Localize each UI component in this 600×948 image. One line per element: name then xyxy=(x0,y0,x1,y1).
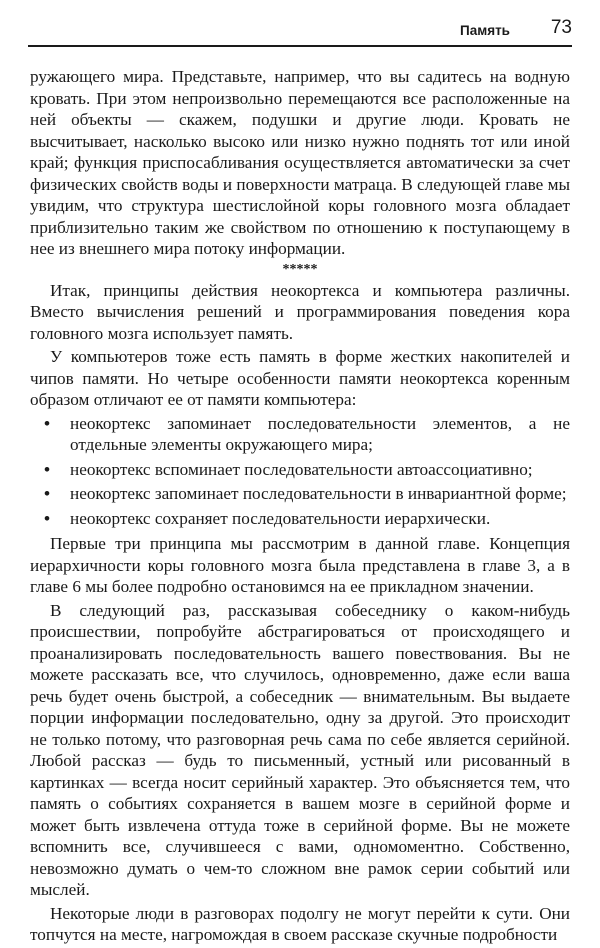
paragraph: Первые три принципа мы рассмотрим в данной главе. Концепция иерархичности коры головного мозга была представлена в главе 3, а в главе 6 мы более подробно остановимся на ее прикладном значении. xyxy=(30,534,570,596)
running-header-title: Память xyxy=(460,23,510,38)
list-item-text: неокортекс запоминает последовательности элементов, а не отдельные элементы окружающего мира; xyxy=(70,413,570,454)
page-body xyxy=(30,66,570,948)
list-item xyxy=(30,508,570,530)
list-item-text: неокортекс вспоминает последовательности автоассоциативно; xyxy=(70,459,533,479)
bullet-icon: • xyxy=(44,508,51,528)
bullet-icon: • xyxy=(44,484,51,503)
paragraph: Итак, принципы действия неокортекса и компьютера различны. Вместо вычисления решений и программирования поведения кора головного мозга использует память. xyxy=(30,280,570,343)
section-separator: ***** xyxy=(282,261,318,277)
list-item xyxy=(30,483,570,505)
paragraph: ружающего мира. Представьте, например, что вы садитесь на водную кровать. При этом непроизвольно перемещаются все расположенные на ней объекты — скажем, подушки и другие люди. Кровать не высчитывает, насколько высоко или низко нужно поднять тот или иной край; функция приспосабливания осуществляется автоматически за счет физических свойств воды и поверхности матраца. В следующей главе мы увидим, что структура шестислойной коры головного мозга обладает приблизительно таким же свойством по отношению к поступающему в нее из внешнего мира потоку информации. xyxy=(30,67,570,258)
list-item xyxy=(30,459,570,481)
header-rule xyxy=(28,45,572,47)
running-header xyxy=(28,14,572,42)
bullet-icon: • xyxy=(44,413,51,433)
list-item xyxy=(30,413,570,456)
page-number: 73 xyxy=(550,17,572,38)
list-item-text: неокортекс запоминает последовательности в инвариантной форме; xyxy=(70,484,567,503)
bullet-list xyxy=(30,413,570,530)
paragraph: В следующий раз, рассказывая собеседнику о каком-нибудь происшествии, попробуйте абстрагироваться от происходящего и проанализировать последовательность вашего повествования. Вы не можете рассказать все, что случилось, одновременно, даже если ваша речь будет очень быстрой, а собеседник — внимательным. Вы выдаете порции информации последовательно, одну за другой. Это происходит не только потому, что разговорная речь сама по себе является серийной. Любой рассказ — будь то письменный, устный или рисованный в картинках — всегда носит серийный характер. Это объясняется тем, что память о событиях сохраняется в вашем мозге в серийной форме и может быть извлечена оттуда тоже в серийной форме. Вы не можете вспомнить все, случившееся с вами, одномоментно. Собственно, невозможно думать о чем-то сложном вне рамок серии событий или мыслей. xyxy=(30,600,570,899)
paragraph: Некоторые люди в разговорах подолгу не могут перейти к сути. Они топчутся на месте, нагромождая в своем рассказе скучные подробности xyxy=(30,903,570,944)
bullet-icon: • xyxy=(44,459,51,479)
paragraph: У компьютеров тоже есть память в форме жестких накопителей и чипов памяти. Но четыре особенности памяти неокортекса коренным образом отличают ее от памяти компьютера: xyxy=(30,347,570,409)
list-item-text: неокортекс сохраняет последовательности иерархически. xyxy=(70,508,491,528)
